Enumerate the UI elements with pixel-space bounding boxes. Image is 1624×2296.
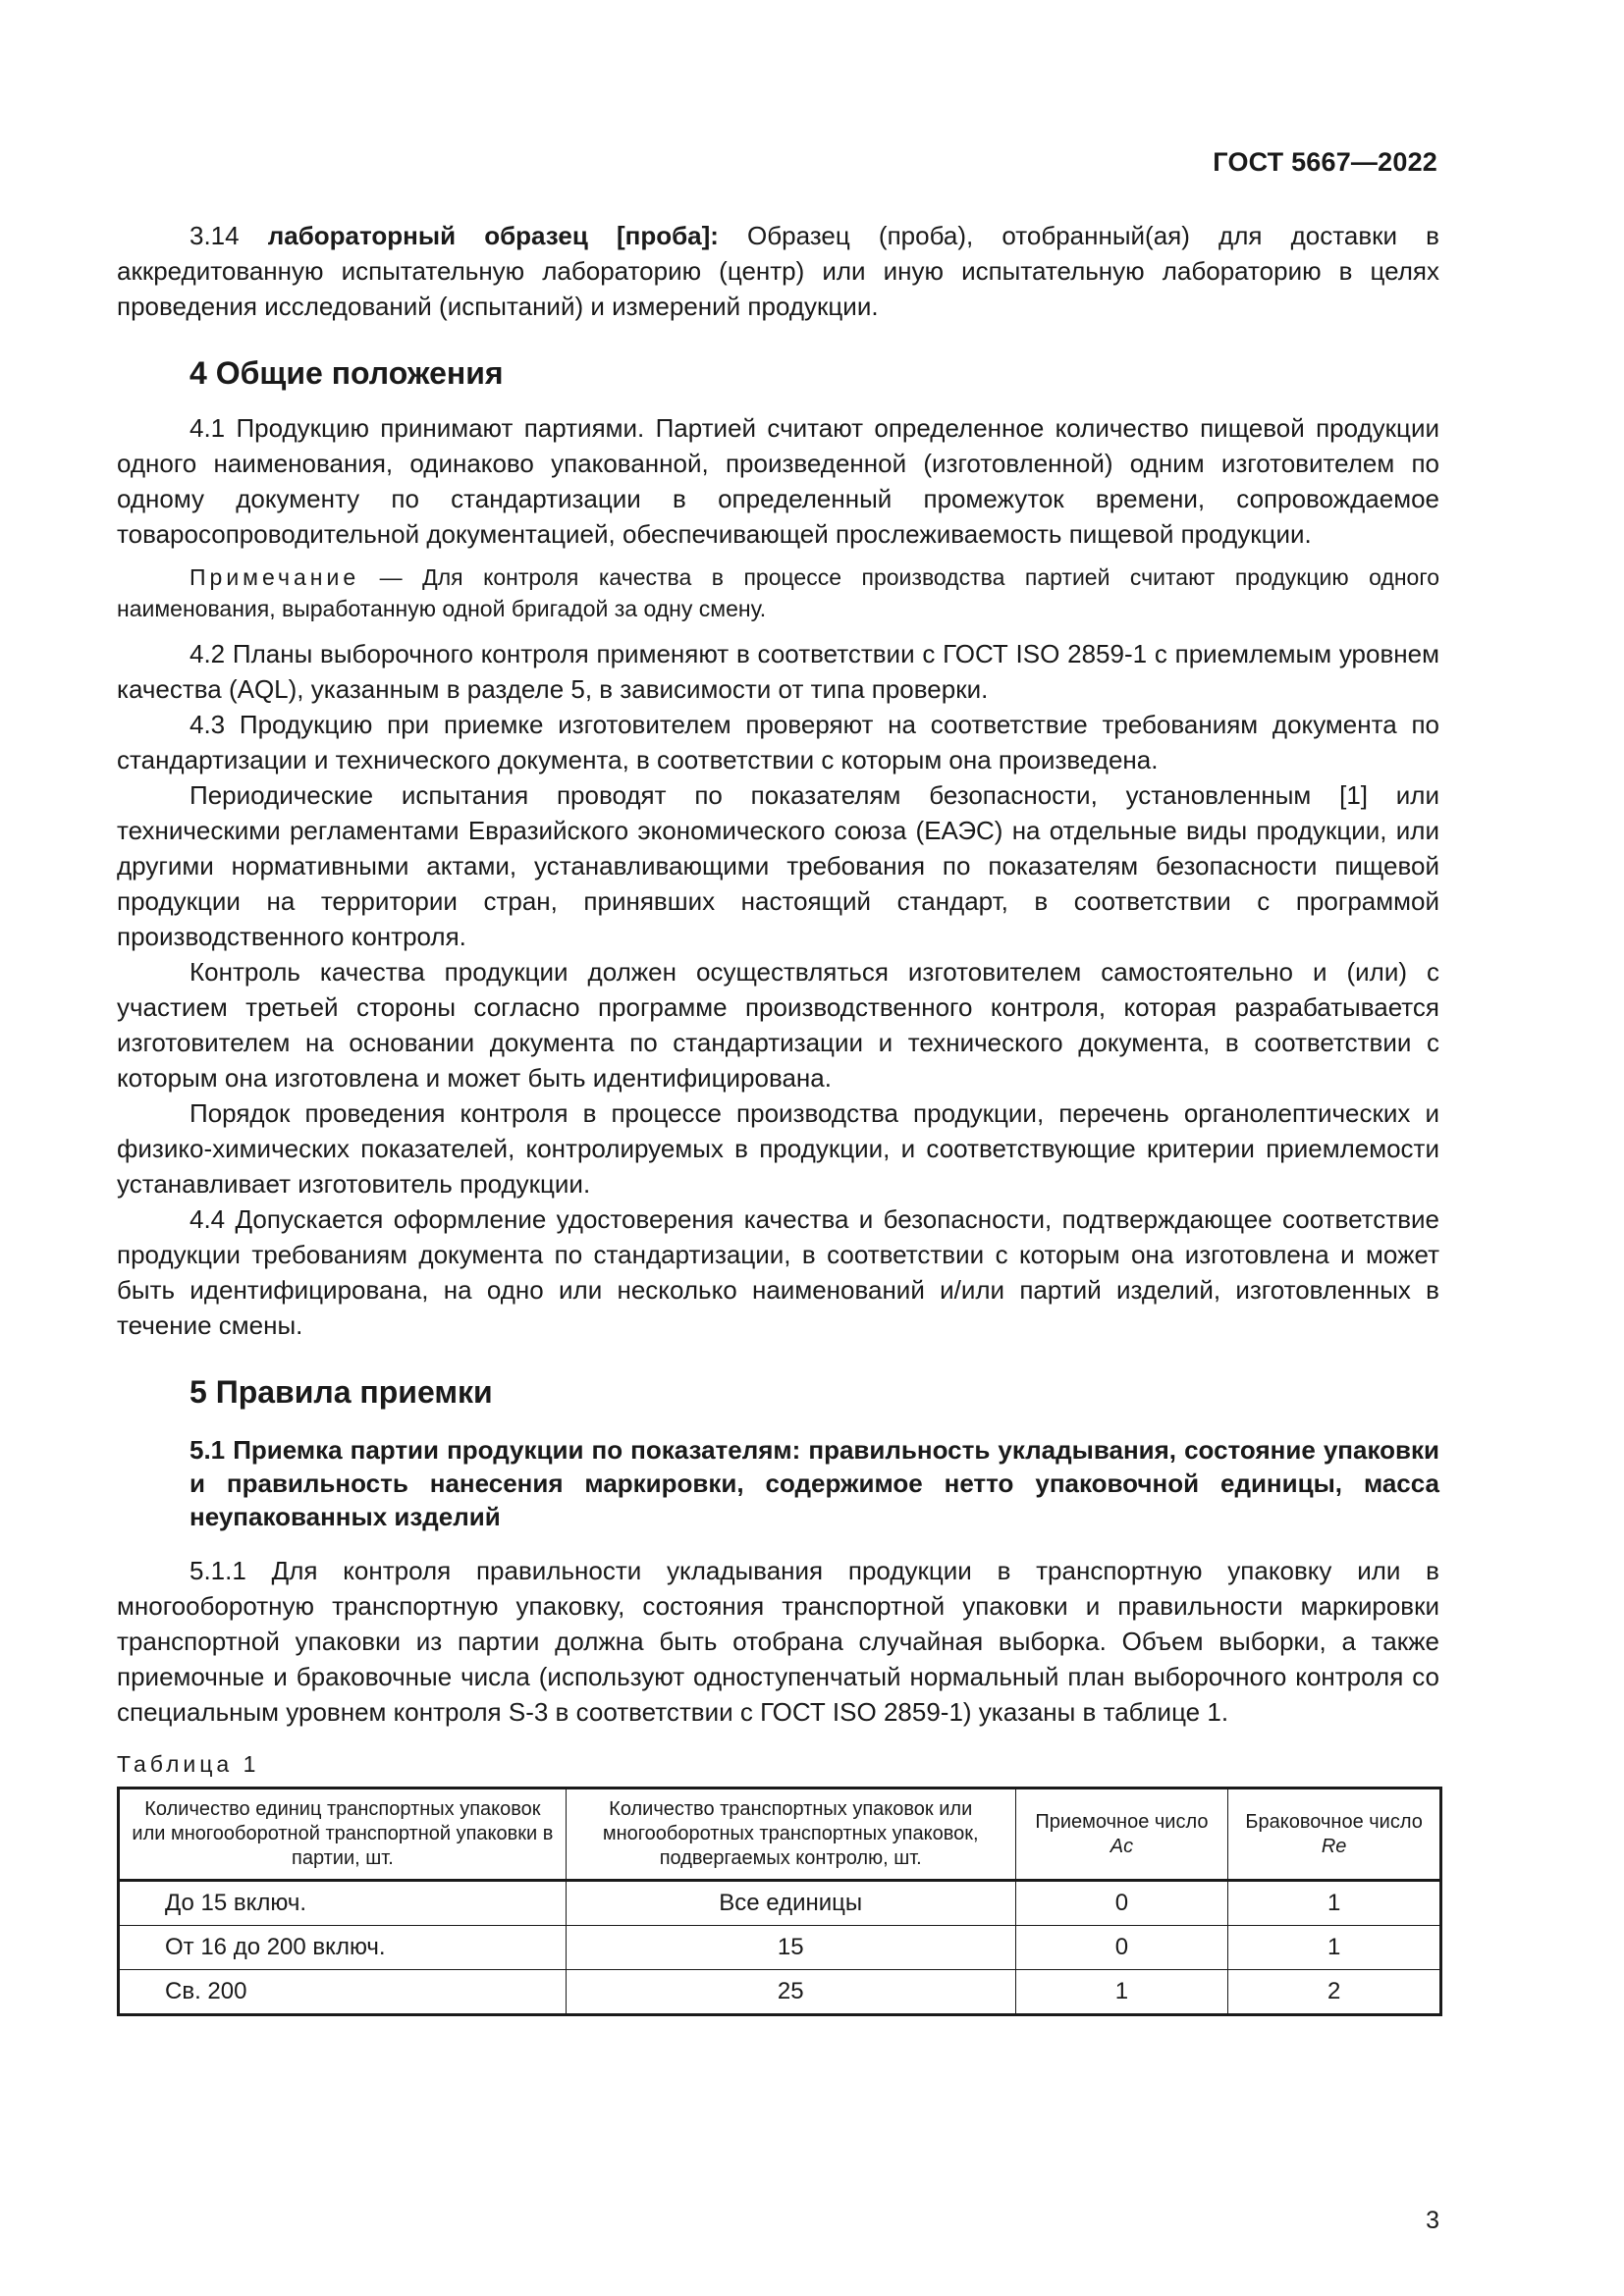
header-acceptance-symbol: Ac — [1110, 1835, 1134, 1857]
term-name: лабораторный образец [проба]: — [267, 221, 719, 250]
cell-ac: 0 — [1015, 1926, 1228, 1970]
header-sample-size: Количество транспортных упаковок или многооборотных транспортных упаковок, подвергаемых контролю, шт. — [566, 1789, 1015, 1881]
cell-sample: 15 — [566, 1926, 1015, 1970]
cell-sample: 25 — [566, 1970, 1015, 2015]
header-rejection-text: Браковочное число — [1245, 1810, 1423, 1833]
paragraph-control-order: Порядок проведения контроля в процессе производства продукции, перечень органолептических и физико-химических показателей, контролируемых в продукции, и соответствующие критерии приемлемости устанавливает изготовитель продукции. — [117, 1098, 1439, 1199]
cell-lot: От 16 до 200 включ. — [119, 1926, 567, 1970]
note-text: — Для контроля качества в процессе производства партией считают продукцию одного наименования, выработанную одной бригадой за одну смену. — [117, 564, 1439, 621]
cell-re: 2 — [1228, 1970, 1441, 2015]
table-1-caption: Таблица 1 — [117, 1751, 260, 1777]
table-1 — [117, 1787, 1442, 2016]
header-acceptance-text: Приемочное число — [1035, 1810, 1209, 1833]
note-label: Примечание — [189, 564, 360, 590]
paragraph-4-2: 4.2 Планы выборочного контроля применяют в соответствии с ГОСТ ISO 2859-1 с приемлемым уровнем качества (AQL), указанным в разделе 5, в зависимости от типа проверки. — [117, 639, 1439, 704]
term-3-14 — [117, 218, 1439, 324]
term-definition: Образец (проба), отобранный(ая) для доставки в аккредитованную испытательную лабораторию (центр) или иную испытательную лабораторию в целях проведения исследований (испытаний) и измерений продукции. — [117, 221, 1439, 321]
subsection-5-1-heading: 5.1 Приемка партии продукции по показателям: правильность укладывания, состояние упаковки и правильность нанесения маркировки, содержимое нетто упаковочной единицы, масса неупакованных изделий — [189, 1435, 1439, 1531]
note — [117, 561, 1439, 624]
cell-re: 1 — [1228, 1926, 1441, 1970]
paragraph-5-1-1: 5.1.1 Для контроля правильности укладывания продукции в транспортную упаковку или в многооборотную транспортную упаковку, состояния транспортной упаковки и правильности маркировки транспортной упаковки из партии должна быть отобрана случайная выборка. Объем выборки, а также приемочные и браковочные числа (используют одноступенчатый нормальный план выборочного контроля со специальным уровнем контроля S-3 в соответствии с ГОСТ ISO 2859-1) указаны в таблице 1. — [117, 1556, 1439, 1727]
cell-re: 1 — [1228, 1881, 1441, 1926]
paragraph-periodic-tests: Периодические испытания проводят по показателям безопасности, установленным [1] или техническими регламентами Евразийского экономического союза (ЕАЭС) на отдельные виды продукции, или другими нормативными актами, устанавливающими требования по показателям безопасности пищевой продукции на территории стран, принявших настоящий стандарт, в соответствии с программой производственного контроля. — [117, 780, 1439, 951]
header-lot-size: Количество единиц транспортных упаковок или многооборотной транспортной упаковки в партии, шт. — [119, 1789, 567, 1881]
table-header-row — [119, 1789, 1441, 1881]
paragraph-4-3: 4.3 Продукцию при приемке изготовителем проверяют на соответствие требованиям документа по стандартизации и технического документа, в соответствии с которым она произведена. — [117, 710, 1439, 774]
term-number: 3.14 — [189, 221, 240, 250]
page-number: 3 — [1426, 2207, 1439, 2234]
header-rejection-number — [1228, 1789, 1441, 1881]
cell-ac: 1 — [1015, 1970, 1228, 2015]
section-5-heading: 5 Правила приемки — [189, 1374, 493, 1410]
header-acceptance-number — [1015, 1789, 1228, 1881]
standard-header: ГОСТ 5667—2022 — [1213, 147, 1437, 177]
table-row — [119, 1926, 1441, 1970]
table-row — [119, 1881, 1441, 1926]
paragraph-4-4: 4.4 Допускается оформление удостоверения качества и безопасности, подтверждающее соответствие продукции требованиям документа по стандартизации, в соответствии с которым она изготовлена и может быть идентифицирована, на одно или несколько наименований и/или партий изделий, изготовленных в течение смены. — [117, 1204, 1439, 1340]
cell-lot: Св. 200 — [119, 1970, 567, 2015]
cell-ac: 0 — [1015, 1881, 1228, 1926]
cell-lot: До 15 включ. — [119, 1881, 567, 1926]
table-row — [119, 1970, 1441, 2015]
paragraph-quality-control: Контроль качества продукции должен осуществляться изготовителем самостоятельно и (или) с участием третьей стороны согласно программе производственного контроля, которая разрабатывается изготовителем на основании документа по стандартизации и технического документа, в соответствии с которым она изготовлена и может быть идентифицирована. — [117, 957, 1439, 1093]
cell-sample: Все единицы — [566, 1881, 1015, 1926]
section-4-heading: 4 Общие положения — [189, 355, 504, 391]
page-content — [117, 218, 1439, 2016]
paragraph-4-1: 4.1 Продукцию принимают партиями. Партией считают определенное количество пищевой продукции одного наименования, одинаково упакованной, произведенной (изготовленной) одним изготовителем по одному документу по стандартизации в определенный промежуток времени, сопровождаемое товаросопроводительной документацией, обеспечивающей прослеживаемость пищевой продукции. — [117, 413, 1439, 549]
header-rejection-symbol: Re — [1321, 1835, 1347, 1857]
